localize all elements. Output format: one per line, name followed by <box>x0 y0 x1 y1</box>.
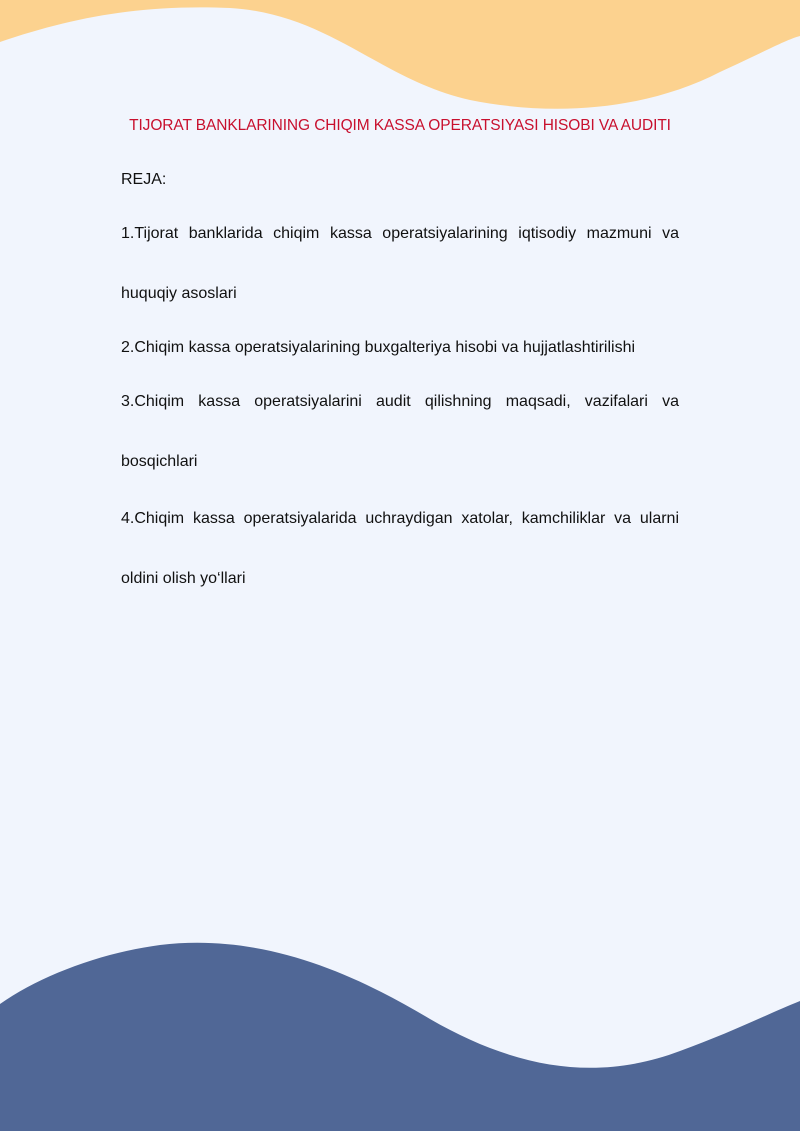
plan-heading: REJA: <box>121 171 167 188</box>
plan-item: 1.Tijorat banklarida chiqim kassa operatsiyalarining iqtisodiy mazmuni va huquqiy asoslari <box>121 225 679 302</box>
top-wave-decoration <box>0 0 800 120</box>
plan-item: 2.Chiqim kassa operatsiyalarining buxgalteriya hisobi va hujjatlashtirilishi <box>121 339 636 356</box>
plan-item: 3.Chiqim kassa operatsiyalarini audit qilishning maqsadi, vazifalari va bosqichlari <box>121 393 679 470</box>
document-title: TIJORAT BANKLARINING CHIQIM KASSA OPERATSIYASI HISOBI VA AUDITI <box>129 117 671 134</box>
plan-item: 4.Chiqim kassa operatsiyalarida uchraydigan xatolar, kamchiliklar va ularni oldini olish yo‘llari <box>121 510 679 587</box>
bottom-wave-decoration <box>0 931 800 1131</box>
